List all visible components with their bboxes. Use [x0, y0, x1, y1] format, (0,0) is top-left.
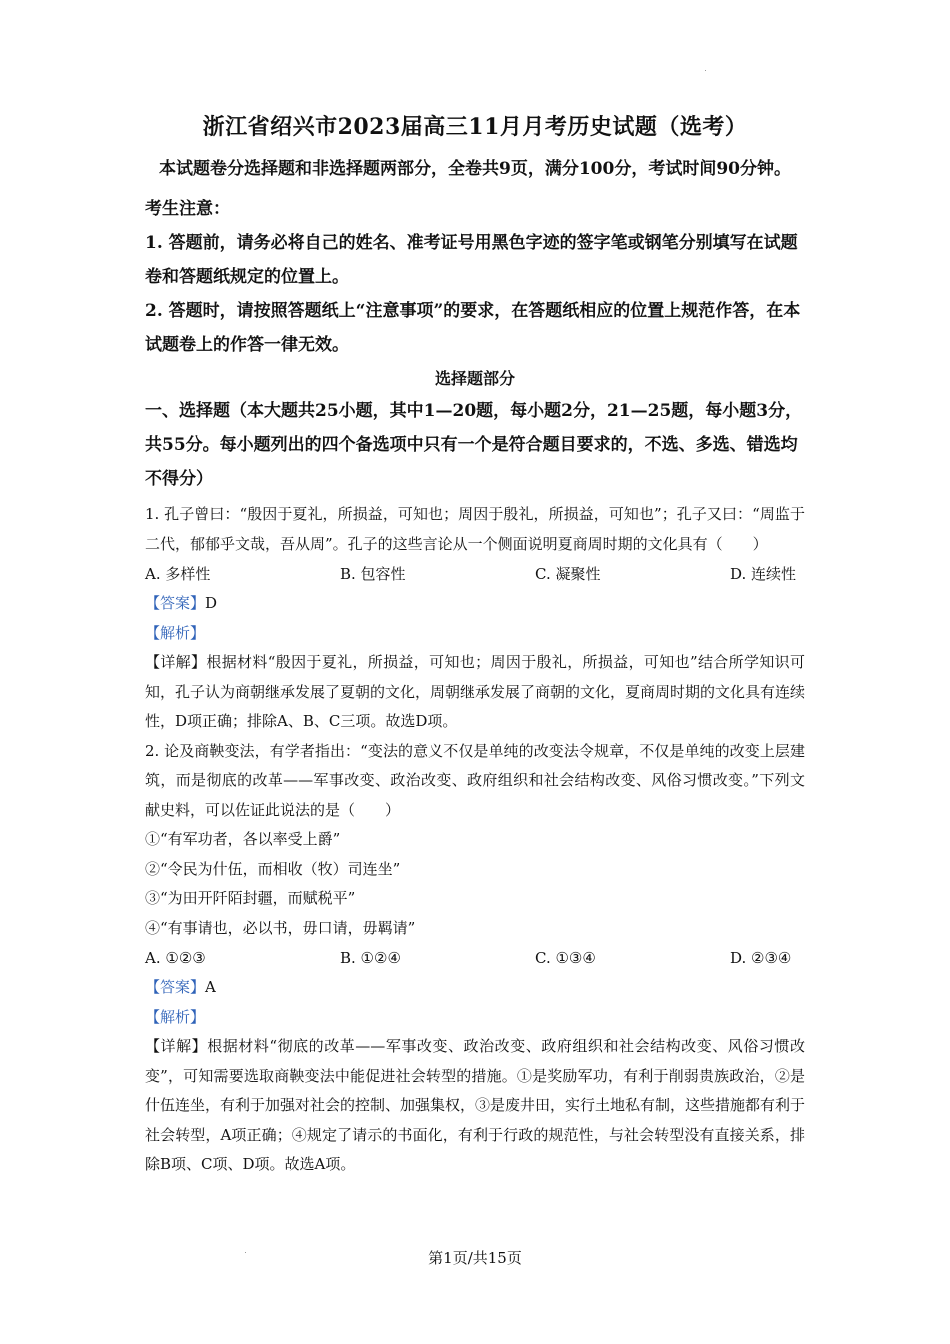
section-instruction: 一、选择题（本大题共25小题，其中1—20题，每小题2分，21—25题，每小题3分，共55分。每小题列出的四个备选项中只有一个是符合题目要求的，不选、多选、错选均不得分） — [145, 401, 803, 489]
option-b: B. 包容性 — [340, 565, 406, 583]
notice-item-1: 1. 答题前，请务必将自己的姓名、准考证号用黑色字迹的签字笔或钢笔分别填写在试题卷和答题纸规定的位置上。 — [145, 233, 798, 287]
analysis-tag: 【解析】 — [145, 1007, 206, 1026]
question-options — [145, 943, 805, 973]
option-a: A. ①②③ — [145, 949, 206, 967]
question-stem: 2. 论及商鞅变法，有学者指出：“变法的意义不仅是单纯的改变法令规章，不仅是单纯的改变上层建筑，而是彻底的改革——军事改变、政治改变、政府组织和社会结构改变、风俗习惯改变。”下列文献史料，可以佐证此说法的是（ ） — [145, 741, 805, 819]
source-item-3: ③“为田开阡陌封疆，而赋税平” — [145, 889, 356, 907]
corner-mark — [705, 70, 706, 71]
exam-intro: 本试题卷分选择题和非选择题两部分，全卷共9页，满分100分，考试时间90分钟。 — [159, 159, 791, 179]
question-2 — [145, 737, 805, 1180]
detail-paragraph — [145, 1032, 805, 1180]
analysis-line — [145, 619, 805, 649]
answer-value: A — [205, 978, 216, 996]
question-1 — [145, 500, 805, 737]
section-title: 选择题部分 — [434, 369, 515, 388]
detail-tag: 【详解】 — [145, 653, 207, 671]
answer-line — [145, 589, 805, 619]
document-page — [145, 112, 805, 1180]
option-a: A. 多样性 — [145, 565, 211, 583]
option-d: D. ②③④ — [730, 949, 792, 967]
detail-tag: 【详解】 — [145, 1037, 208, 1055]
page-title: 浙江省绍兴市2023届高三11月月考历史试题（选考） — [202, 114, 748, 140]
analysis-tag: 【解析】 — [145, 623, 206, 642]
source-item-2: ②“令民为什伍，而相收（牧）司连坐” — [145, 859, 401, 878]
source-item-4: ④“有事请也，必以书，毋口请，毋羁请” — [145, 918, 416, 937]
detail-paragraph — [145, 648, 805, 737]
page-footer: 第1页/共15页 — [428, 1249, 522, 1267]
answer-tag: 【答案】 — [145, 594, 206, 612]
detail-text: 根据材料“彻底的改革——军事改变、政治改变、政府组织和社会结构改变、风俗习惯改变”，可知需要选取商鞅变法中能促进社会转型的措施。①是奖励军功，有利于削弱贵族政治，②是什伍连坐，有利于加强对社会的控制、加强集权，③是废井田，实行土地私有制，这些措施都有利于社会转型，A项正确；④规定了请示的书面化，有利于行政的规范性，与社会转型没有直接关系，排除B项、C项、D项。故选A项。 — [145, 1037, 806, 1173]
option-c: C. ①③④ — [535, 949, 596, 967]
question-options — [145, 559, 805, 589]
answer-line — [145, 973, 805, 1003]
analysis-line — [145, 1003, 805, 1033]
option-d: D. 连续性 — [730, 565, 797, 583]
option-c: C. 凝聚性 — [535, 565, 601, 583]
answer-tag: 【答案】 — [145, 978, 206, 996]
notice-heading: 考生注意： — [145, 199, 230, 219]
question-stem: 1. 孔子曾曰：“殷因于夏礼，所损益，可知也；周因于殷礼，所损益，可知也”；孔子又曰：“周监于二代，郁郁乎文哉，吾从周”。孔子的这些言论从一个侧面说明夏商周时期的文化具有（ ） — [145, 505, 805, 553]
answer-value: D — [205, 594, 218, 612]
detail-text: 根据材料“殷因于夏礼，所损益，可知也；周因于殷礼，所损益，可知也”结合所学知识可知，孔子认为商朝继承发展了夏朝的文化，周朝继承发展了商朝的文化，夏商周时期的文化具有连续性，D项正确；排除A、B、C三项。故选D项。 — [145, 653, 806, 730]
option-b: B. ①②④ — [340, 949, 401, 967]
notice-item-2: 2. 答题时，请按照答题纸上“注意事项”的要求，在答题纸相应的位置上规范作答，在本试题卷上的作答一律无效。 — [145, 301, 801, 355]
source-item-1: ①“有军功者，各以率受上爵” — [145, 830, 341, 848]
